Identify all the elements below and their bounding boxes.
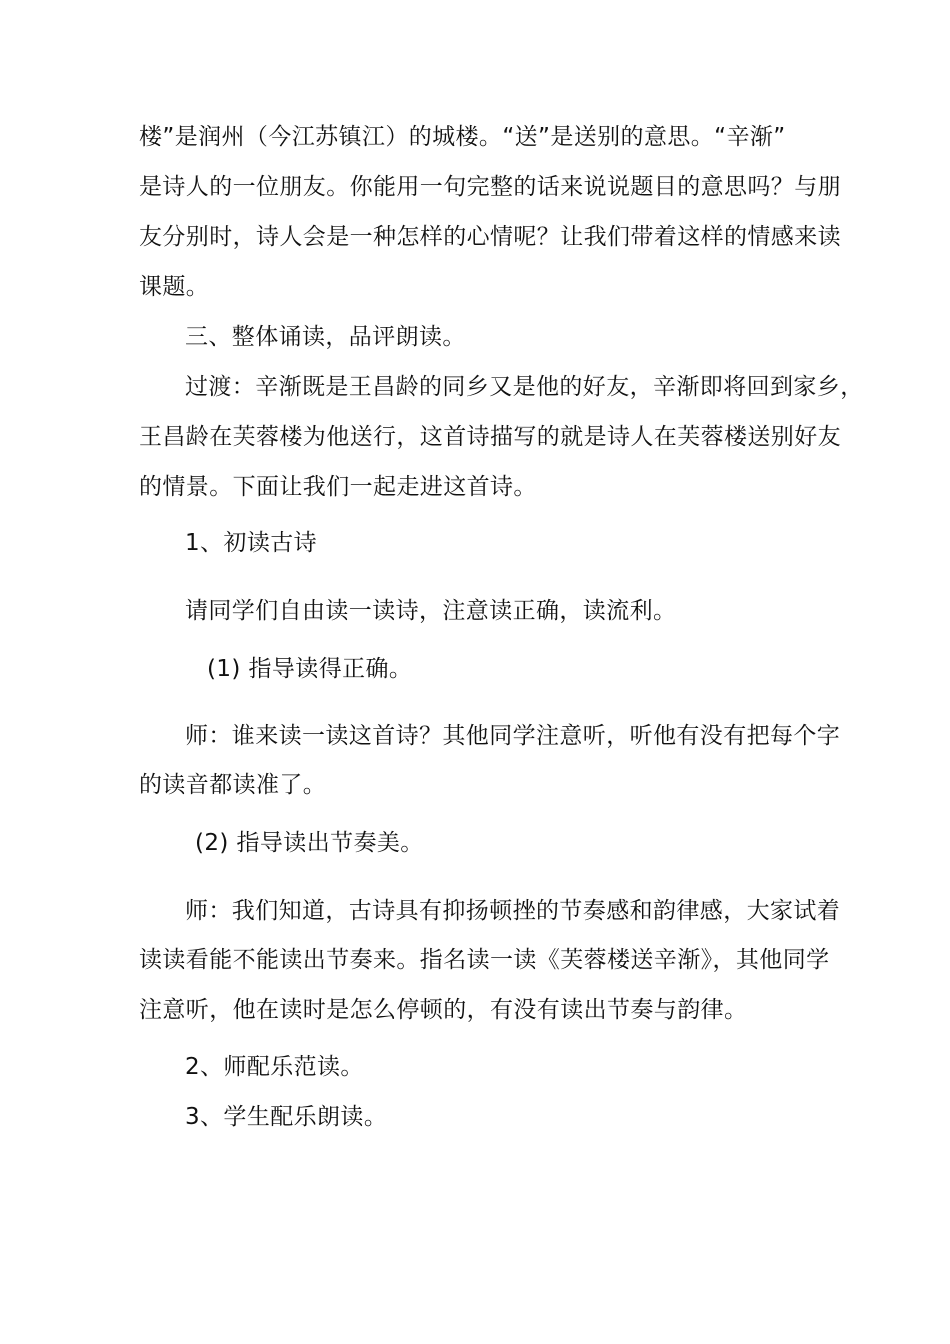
- teacher-line: 师：我们知道，古诗具有抑扬顿挫的节奏感和韵律感，大家试着: [185, 898, 841, 924]
- transition-line: 的情景。下面让我们一起走进这首诗。: [139, 474, 537, 500]
- teacher-line: 读读看能不能读出节奏来。指名读一读《芙蓉楼送辛渐》，其他同学: [139, 947, 830, 973]
- teacher-line: 师：谁来读一读这首诗？其他同学注意听，听他有没有把每个字: [185, 723, 841, 749]
- paragraph-line: 课题。: [139, 274, 210, 300]
- sub-heading: (2) 指导读出节奏美。: [195, 830, 424, 856]
- step-heading: 1、初读古诗: [185, 530, 318, 556]
- paragraph-line: 友分别时，诗人会是一种怎样的心情呢？让我们带着这样的情感来读: [139, 224, 841, 250]
- step-heading: 2、师配乐范读。: [185, 1054, 364, 1080]
- teacher-line: 的读音都读准了。: [139, 772, 327, 798]
- sub-heading: (1) 指导读得正确。: [207, 656, 413, 682]
- transition-line: 过渡：辛渐既是王昌龄的同乡又是他的好友，辛渐即将回到家乡，: [185, 374, 864, 400]
- teacher-line: 注意听，他在读时是怎么停顿的，有没有读出节奏与韵律。: [139, 997, 748, 1023]
- section-heading: 三、整体诵读，品评朗读。: [185, 324, 466, 350]
- step-heading: 3、学生配乐朗读。: [185, 1104, 388, 1130]
- paragraph-line: 是诗人的一位朋友。你能用一句完整的话来说说题目的意思吗？与朋: [139, 174, 841, 200]
- instruction-text: 请同学们自由读一读诗，注意读正确，读流利。: [185, 598, 677, 624]
- paragraph-line: 楼”是润州（今江苏镇江）的城楼。“送”是送别的意思。“辛渐”: [139, 124, 786, 150]
- transition-line: 王昌龄在芙蓉楼为他送行，这首诗描写的就是诗人在芙蓉楼送别好友: [139, 424, 841, 450]
